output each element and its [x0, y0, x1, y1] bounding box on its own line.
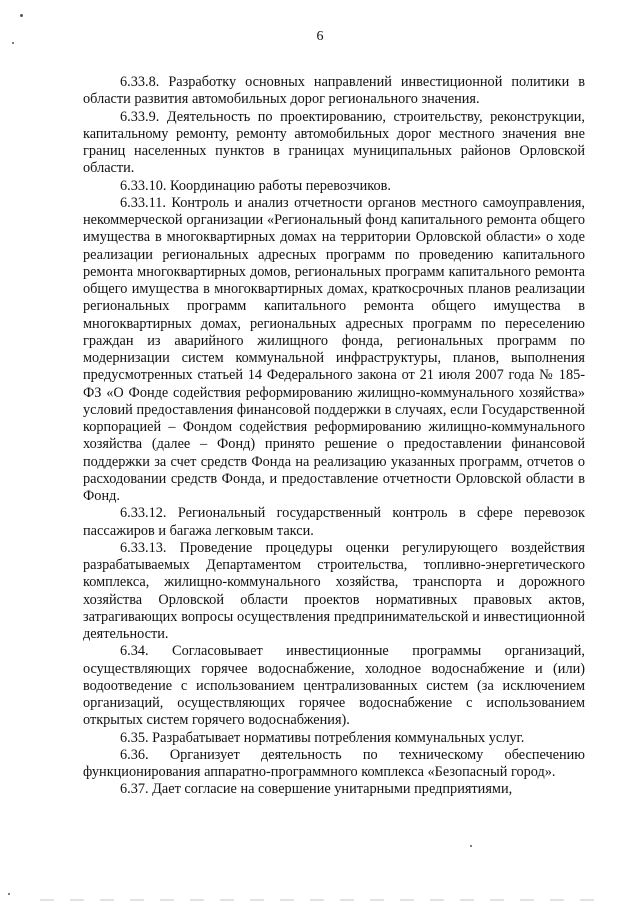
page-number: 6 — [316, 29, 324, 44]
document-body — [83, 74, 585, 799]
scan-edge-artifact — [40, 899, 600, 901]
paragraph-6-34: 6.34. Согласовывает инвестиционные программы организаций, осуществляющих горячее водоснабжение, холодное водоснабжение и (или) водоотведение с использованием централизованных систем (за исключением организаций, осуществляющих горячее водоснабжение с использованием открытых систем горячего водоснабжения). — [83, 643, 585, 729]
scan-speck — [20, 14, 23, 17]
paragraph-6-33-13: 6.33.13. Проведение процедуры оценки регулирующего воздействия разрабатываемых Департаментом строительства, топливно-энергетического комплекса, жилищно-коммунального хозяйства, транспорта и дорожного хозяйства Орловской области проектов нормативных правовых актов, затрагивающих вопросы осуществления предпринимательской и инвестиционной деятельности. — [83, 539, 585, 642]
paragraph-6-33-10: 6.33.10. Координацию работы перевозчиков. — [120, 177, 391, 194]
scan-speck — [8, 893, 10, 895]
paragraph-6-33-9: 6.33.9. Деятельность по проектированию, строительству, реконструкции, капитальному ремонту, ремонту автомобильных дорог местного значения вне границ населенных пунктов в границах муниципальных районов Орловской области. — [83, 108, 585, 177]
paragraph-6-33-12: 6.33.12. Региональный государственный контроль в сфере перевозок пассажиров и багажа легковым такси. — [83, 505, 585, 539]
paragraph-6-37: 6.37. Дает согласие на совершение унитарными предприятиями, — [120, 781, 513, 798]
paragraph-6-35: 6.35. Разрабатывает нормативы потребления коммунальных услуг. — [120, 729, 525, 746]
paragraph-6-36: 6.36. Организует деятельность по техническому обеспечению функционирования аппаратно-программного комплекса «Безопасный город». — [83, 746, 585, 780]
paragraph-6-33-8: 6.33.8. Разработку основных направлений инвестиционной политики в области развития автомобильных дорог регионального значения. — [83, 74, 585, 108]
scan-speck — [470, 845, 472, 847]
paragraph-6-33-11: 6.33.11. Контроль и анализ отчетности органов местного самоуправления, некоммерческой организации «Региональный фонд капитального ремонта общего имущества в многоквартирных домах на территории Орловской области» о ходе реализации региональных адресных программ по проведению капитального ремонта многоквартирных домов, региональных программ капитального ремонта общего имущества в многоквартирных домах, краткосрочных планов реализации региональных программ капитального ремонта общего имущества в многоквартирных домах, региональных адресных программ по переселению граждан из аварийного жилищного фонда, региональных программ по модернизации систем коммунальной инфраструктуры, планов, выполнения предусмотренных статьей 14 Федерального закона от 21 июля 2007 года № 185-ФЗ «О Фонде содействия реформированию жилищно-коммунального хозяйства» условий предоставления финансовой поддержки в случаях, если Государственной корпорацией – Фондом содействия реформированию жилищно-коммунального хозяйства (далее – Фонд) принято решение о предоставлении финансовой поддержки за счет средств Фонда на реализацию указанных программ, отчетов о расходовании средств Фонда, и предоставление отчетности Орловской области в Фонд. — [83, 194, 585, 504]
